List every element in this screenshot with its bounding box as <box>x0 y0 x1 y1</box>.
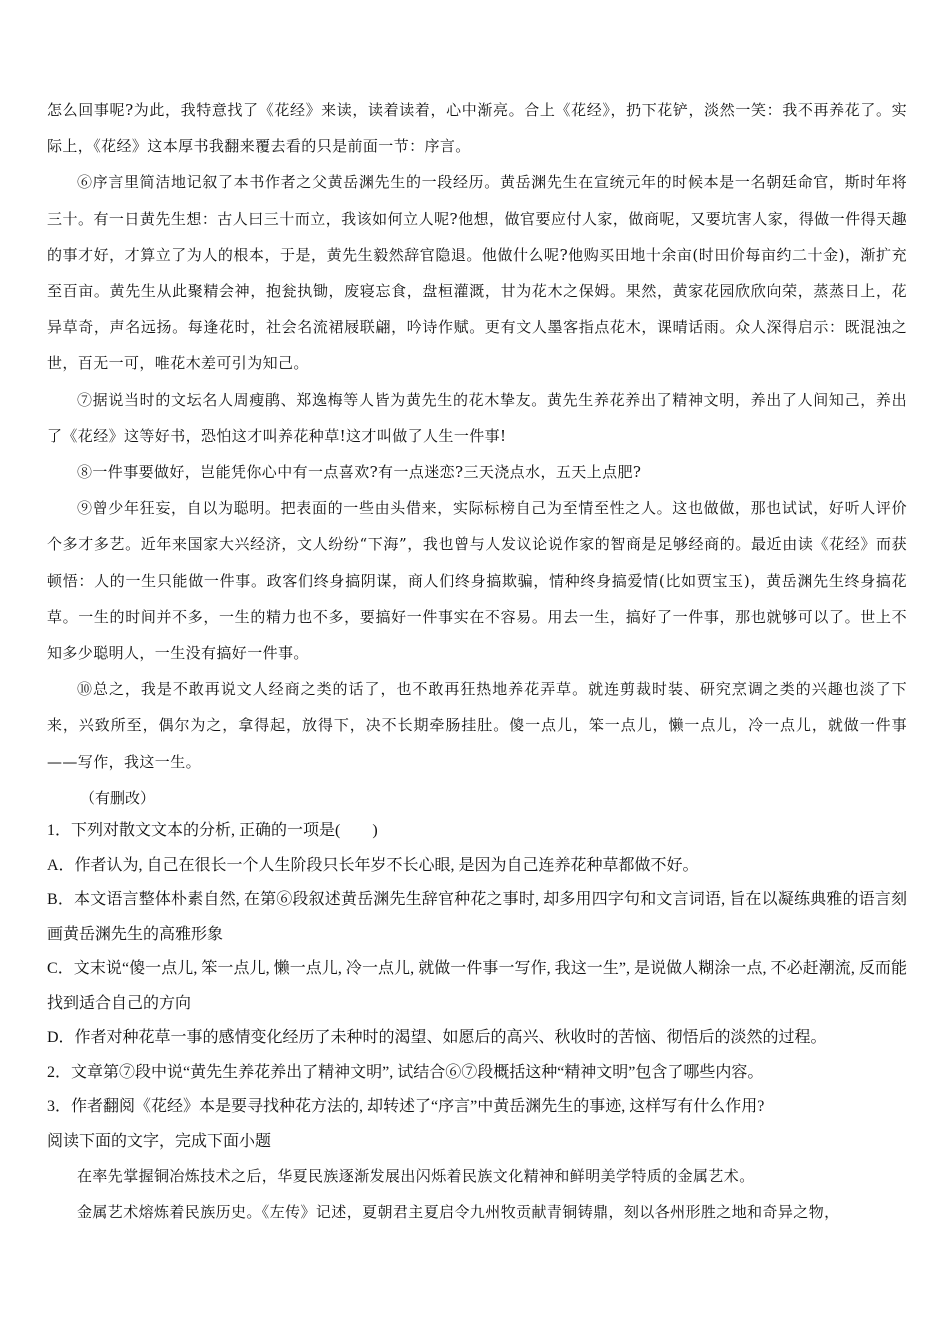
question-1: 1．下列对散文文本的分析, 正确的一项是( ) <box>47 822 378 839</box>
option-a: A．作者认为, 自己在很长一个人生阶段只长年岁不长心眼, 是因为自己连养花种草都做不好。 <box>47 856 699 874</box>
option-d: D．作者对种花草一事的感情变化经历了未种时的渴望、如愿后的高兴、秋收时的苦恼、彻悟后的淡然的过程。 <box>47 1029 827 1046</box>
essay-body <box>47 92 907 780</box>
essay-paragraph-9: ⑨曾少年狂妄，自以为聪明。把表面的一些由头借来，实际标榜自己为至情至性之人。这也做做，那也试试，好听人评价个多才多艺。近年来国家大兴经济，文人纷纷“下海”，我也曾与人发议论说作家的智商是足够经商的。最近由读《花经》而获顿悟：人的一生只能做一件事。政客们终身搞阴谋，商人们终身搞欺骗，情种终身搞爱情(比如贾宝玉)，黄岳渊先生终身搞花草。一生的时间并不多，一生的精力也不多，要搞好一件事实在不容易。用去一生，搞好了一件事，那也就够可以了。世上不知多少聪明人，一生没有搞好一件事。 <box>47 499 907 663</box>
option-b: B．本文语言整体朴素自然, 在第⑥段叙述黄岳渊先生辞官种花之事时, 却多用四字句和文言词语, 旨在以凝练典雅的语言刻画黄岳渊先生的高雅形象 <box>47 891 907 943</box>
essay-paragraph-continued: 怎么回事呢?为此，我特意找了《花经》来读，读着读着，心中渐亮。合上《花经》，扔下花铲，淡然一笑：我不再养花了。实际上，《花经》这本厚书我翻来覆去看的只是前面一节：序言。 <box>47 101 907 156</box>
question-list <box>47 814 907 1159</box>
essay-paragraph-6: ⑥序言里简洁地记叙了本书作者之父黄岳渊先生的一段经历。黄岳渊先生在宣统元年的时候本是一名朝廷命官，斯时年将三十。有一日黄先生想：古人曰三十而立，我该如何立人呢?他想，做官要应付人家，做商呢，又要坑害人家，得做一件得天趣的事才好，才算立了为人的根本，于是，黄先生毅然辞官隐退。他做什么呢?他购买田地十余亩(时田价每亩约二十金)，渐扩充至百亩。黄先生从此聚精会神，抱瓮执锄，废寝忘食，盘桓灌溉，甘为花木之保姆。果然，黄家花园欣欣向荣，蒸蒸日上，花异草奇，声名远扬。每逢花时，社会名流裙屐联翩，吟诗作赋。更有文人墨客指点花木，课晴话雨。众人深得启示：既混浊之世，百无一可，唯花木差可引为知己。 <box>47 173 907 373</box>
question-3: 3．作者翻阅《花经》本是要寻找种花方法的, 却转述了“序言”中黄岳渊先生的事迹, 这样写有什么作用? <box>47 1098 765 1115</box>
option-c: C．文末说“傻一点儿, 笨一点儿, 懒一点儿, 冷一点儿, 就做一件事一写作, 我这一生”, 是说做人糊涂一点, 不必赶潮流, 反而能找到适合自己的方向 <box>47 960 907 1012</box>
essay-paragraph-7: ⑦据说当时的文坛名人周瘦鹃、郑逸梅等人皆为黄先生的花木挚友。黄先生养花养出了精神文明，养出了人间知己，养出了《花经》这等好书，恐怕这才叫养花种草!这才叫做了人生一件事! <box>47 390 907 445</box>
essay-paragraph-8: ⑧一件事要做好，岂能凭你心中有一点喜欢?有一点迷恋?三天浇点水，五天上点肥? <box>77 463 642 482</box>
second-passage-paragraph-2: 金属艺术熔炼着民族历史。《左传》记述，夏朝君主夏启令九州牧贡献青铜铸鼎，刻以各州形胜之地和奇异之物， <box>77 1203 840 1221</box>
second-passage <box>47 1158 907 1230</box>
revision-note: （有删改） <box>80 789 156 807</box>
question-2: 2．文章第⑦段中说“黄先生养花养出了精神文明”, 试结合⑥⑦段概括这种“精神文明”包含了哪些内容。 <box>47 1063 764 1081</box>
essay-paragraph-10: ⑩总之，我是不敢再说文人经商之类的话了，也不敢再狂热地养花弄草。就连剪裁时装、研究烹调之类的兴趣也淡了下来，兴致所至，偶尔为之，拿得起，放得下，决不长期牵肠挂肚。傻一点儿，笨一点儿，懒一点儿，冷一点儿，就做一件事——写作，我这一生。 <box>47 680 907 771</box>
second-passage-paragraph-1: 在率先掌握铜冶炼技术之后，华夏民族逐渐发展出闪烁着民族文化精神和鲜明美学特质的金属艺术。 <box>77 1167 755 1185</box>
reading-instruction: 阅读下面的文字，完成下面小题 <box>47 1132 272 1150</box>
